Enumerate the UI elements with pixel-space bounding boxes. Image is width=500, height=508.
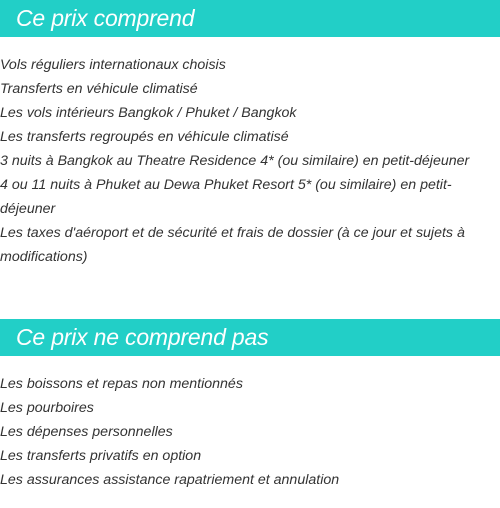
list-item: Les transferts regroupés en véhicule climatisé [0, 129, 289, 145]
list-item: Les vols intérieurs Bangkok / Phuket / Bangkok [0, 105, 297, 121]
includes-list [0, 53, 490, 269]
excludes-list [0, 372, 490, 492]
list-item: Les transferts privatifs en option [0, 448, 202, 464]
list-item: 3 nuits à Bangkok au Theatre Residence 4* (ou similaire) en petit-déjeuner [0, 153, 470, 169]
list-item: Les assurances assistance rapatriement et annulation [0, 472, 340, 488]
excludes-title: Ce prix ne comprend pas [16, 324, 269, 350]
list-item: Transferts en véhicule climatisé [0, 81, 198, 97]
excludes-header [0, 319, 500, 356]
list-item: Les boissons et repas non mentionnés [0, 376, 243, 392]
includes-header [0, 0, 500, 37]
list-item: Les dépenses personnelles [0, 424, 173, 440]
list-item: Les taxes d'aéroport et de sécurité et frais de dossier (à ce jour et sujets à modifications) [0, 225, 465, 265]
includes-title: Ce prix comprend [16, 5, 195, 31]
list-item: 4 ou 11 nuits à Phuket au Dewa Phuket Resort 5* (ou similaire) en petit-déjeuner [0, 177, 452, 217]
list-item: Les pourboires [0, 400, 94, 416]
list-item: Vols réguliers internationaux choisis [0, 57, 226, 73]
